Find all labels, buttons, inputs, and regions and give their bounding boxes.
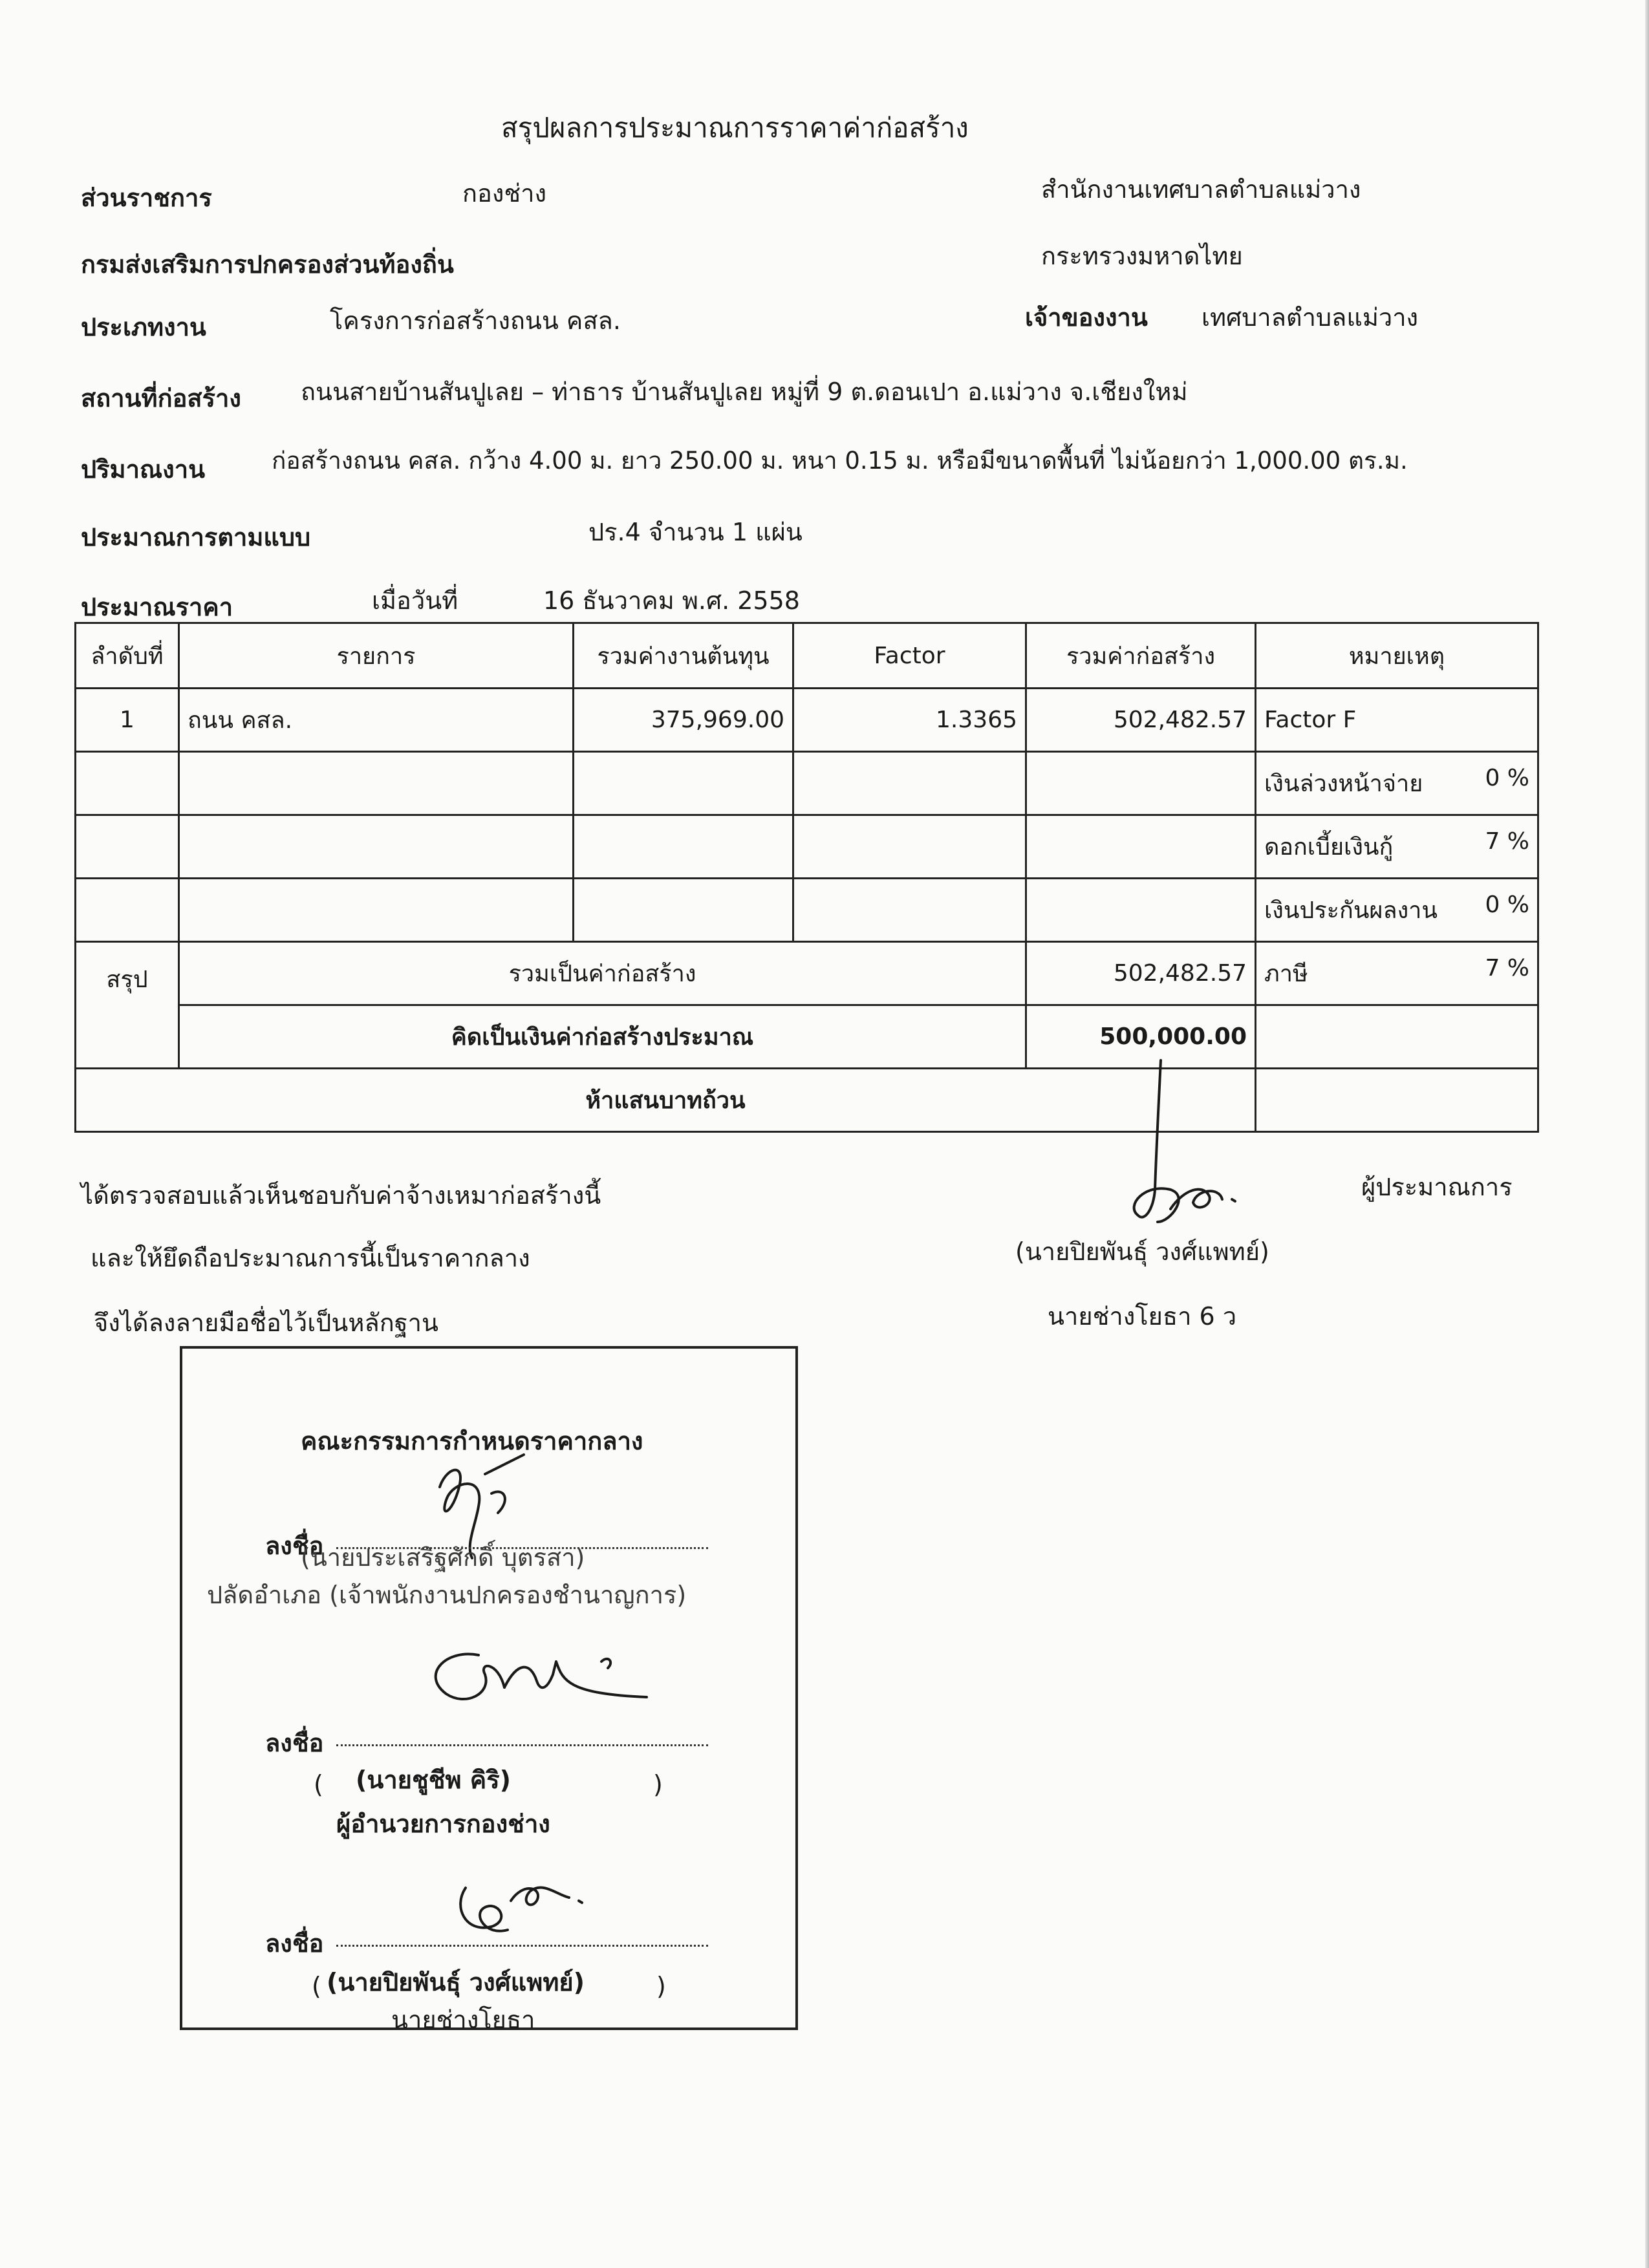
agency-label: ส่วนราชการ (81, 184, 212, 212)
quantity-value: ก่อสร้างถนน คสล. กว้าง 4.00 ม. ยาว 250.00 ม. หนา 0.15 ม. หรือมีขนาดพื้นที่ ไม่น้อยกว่า 1,000.00 ตร.ม. (272, 447, 1408, 475)
remark-value: 0 % (1485, 765, 1529, 792)
summary-total-label: รวมเป็นค่าก่อสร้าง (179, 941, 1026, 1005)
price-date-label: เมื่อวันที่ (372, 586, 458, 615)
member3-signature (446, 1862, 601, 1952)
estimate-row (76, 1005, 1538, 1068)
agency-value: กองช่าง (462, 179, 547, 208)
col-header-total: รวมค่าก่อสร้าง (1026, 623, 1256, 689)
cell-total: 502,482.57 (1026, 689, 1256, 752)
summary-label: สรุป (76, 941, 179, 1068)
design-value: ปร.4 จำนวน 1 แผ่น (588, 518, 803, 546)
amount-words-row (76, 1068, 1538, 1131)
cell-factor: 1.3365 (793, 689, 1026, 752)
location-value: ถนนสายบ้านสันปูเลย – ท่าธาร บ้านสันปูเลย หมู่ที่ 9 ต.ดอนเปา อ.แม่วาง จ.เชียงใหม่ (301, 378, 1188, 406)
remark-label: เงินประกันผลงาน (1264, 897, 1438, 924)
remark-label: ภาษี (1264, 960, 1308, 987)
estimate-label: คิดเป็นเงินค่าก่อสร้างประมาณ (179, 1005, 1026, 1068)
member3-paren-close: ) (656, 1972, 666, 2000)
member2-sign-line (336, 1744, 708, 1746)
remark-value: 0 % (1485, 891, 1529, 918)
remark-value: 7 % (1485, 828, 1529, 855)
table-header-row (76, 623, 1538, 689)
amount-in-words: ห้าแสนบาทถ้วน (76, 1068, 1256, 1131)
cell-no: 1 (76, 689, 179, 752)
member3-sign-label: ลงชื่อ (265, 1929, 324, 1958)
remark-label: เงินล่วงหน้าจ่าย (1264, 771, 1423, 798)
estimate-value: 500,000.00 (1026, 1005, 1256, 1068)
remark-advance (1256, 752, 1538, 815)
member2-name: (นายชูชีพ คิริ) (356, 1766, 512, 1794)
remark-label: Factor F (1264, 707, 1357, 734)
table-row-empty (76, 879, 1538, 942)
page-edge (1645, 0, 1649, 2268)
estimate-table (74, 622, 1539, 1133)
owner-label: เจ้าของงาน (1025, 303, 1148, 332)
member1-name: (นายประเสริฐศักดิ์ บุตรสา) (301, 1543, 585, 1572)
member1-position: ปลัดอำเภอ (เจ้าพนักงานปกครองชำนาญการ) (207, 1581, 687, 1609)
design-label: ประมาณการตามแบบ (81, 523, 311, 551)
quantity-label: ปริมาณงาน (81, 455, 206, 484)
committee-title: คณะกรรมการกำหนดราคากลาง (301, 1427, 643, 1455)
col-header-factor: Factor (793, 623, 1026, 689)
col-header-remarks: หมายเหตุ (1256, 623, 1538, 689)
col-header-cost: รวมค่างานต้นทุน (574, 623, 793, 689)
remark-label: ดอกเบี้ยเงินกู้ (1264, 834, 1394, 861)
member2-paren-close: ) (653, 1770, 663, 1799)
location-label: สถานที่ก่อสร้าง (81, 384, 241, 412)
work-type-value: โครงการก่อสร้างถนน คสล. (330, 306, 621, 335)
cell-cost: 375,969.00 (574, 689, 793, 752)
remark-factor (1256, 689, 1538, 752)
remark-value: 7 % (1485, 954, 1529, 981)
work-type-label: ประเภทงาน (81, 313, 206, 341)
summary-row (76, 941, 1538, 1005)
table-row (76, 689, 1538, 752)
office-name: สำนักงานเทศบาลตำบลแม่วาง (1041, 175, 1361, 204)
table-row-empty (76, 752, 1538, 815)
ministry-name: กระทรวงมหาดไทย (1041, 242, 1243, 270)
member3-name: (นายปิยพันธุ์ วงศ์แพทย์) (327, 1968, 585, 1996)
price-label: ประมาณราคา (81, 593, 233, 621)
certification-line-3: จึงได้ลงลายมือชื่อไว้เป็นหลักฐาน (94, 1309, 438, 1337)
member2-paren-open: ( (314, 1770, 323, 1799)
col-header-no: ลำดับที่ (76, 623, 179, 689)
owner-value: เทศบาลตำบลแม่วาง (1202, 303, 1419, 332)
price-date-value: 16 ธันวาคม พ.ศ. 2558 (543, 586, 800, 615)
remark-interest (1256, 815, 1538, 879)
certification-line-2: และให้ยึดถือประมาณการนี้เป็นราคากลาง (91, 1244, 530, 1272)
col-header-item: รายการ (179, 623, 574, 689)
remark-guarantee (1256, 879, 1538, 942)
member3-sign-line (336, 1945, 708, 1947)
member2-sign-label: ลงชื่อ (265, 1729, 324, 1757)
certification-line-1: ได้ตรวจสอบแล้วเห็นชอบกับค่าจ้างเหมาก่อสร้างนี้ (81, 1181, 601, 1210)
member3-position: นายช่างโยธา (391, 2006, 535, 2034)
estimator-name: (นายปิยพันธุ์ วงศ์แพทย์) (1015, 1237, 1269, 1266)
member3-paren-open: ( (312, 1972, 321, 2000)
estimator-signature (1099, 1060, 1267, 1241)
document-title: สรุปผลการประมาณการราคาค่าก่อสร้าง (501, 112, 969, 144)
department-name: กรมส่งเสริมการปกครองส่วนท้องถิ่น (81, 250, 454, 279)
remark-tax (1256, 941, 1538, 1005)
estimator-role: ผู้ประมาณการ (1361, 1173, 1513, 1201)
cell-item: ถนน คสล. (179, 689, 574, 752)
summary-total-value: 502,482.57 (1026, 941, 1256, 1005)
member1-sign-label: ลงชื่อ (265, 1532, 324, 1560)
member2-position: ผู้อำนวยการกองช่าง (336, 1810, 550, 1838)
member2-signature (407, 1636, 653, 1720)
table-row-empty (76, 815, 1538, 879)
estimator-position: นายช่างโยธา 6 ว (1048, 1302, 1237, 1331)
